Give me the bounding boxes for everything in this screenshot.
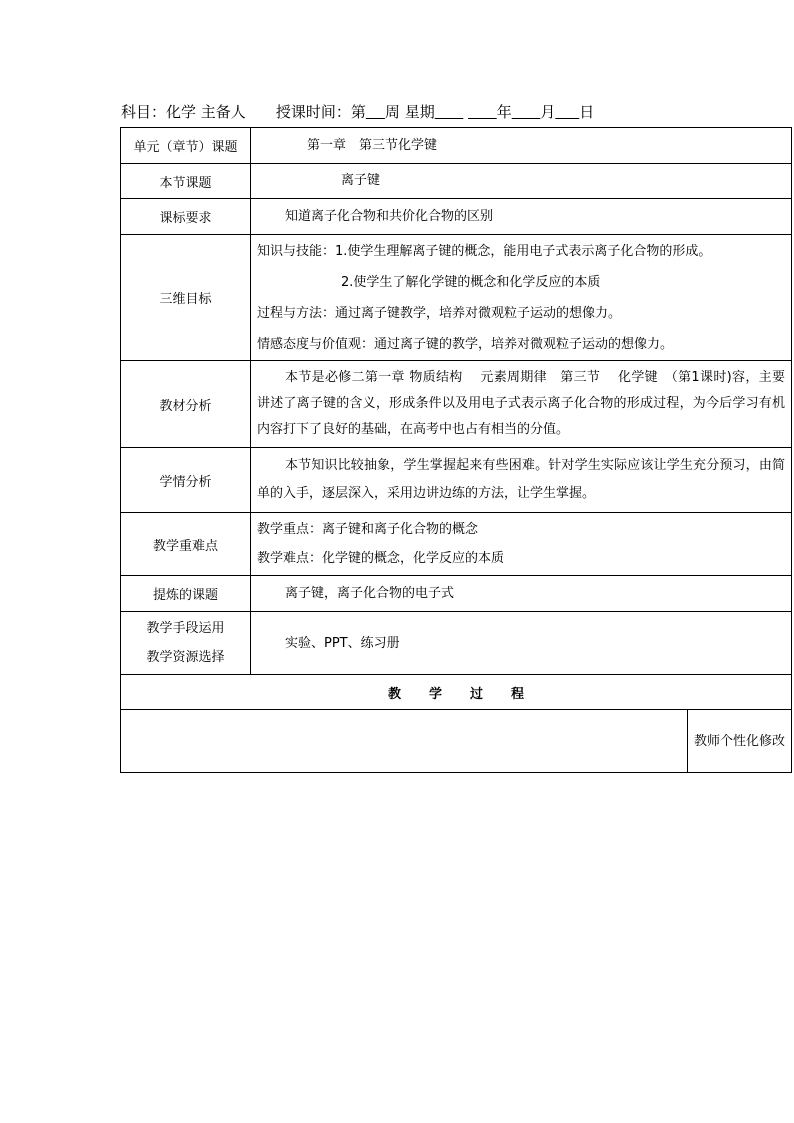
refined-value-cell (251, 576, 792, 612)
row-process-body (121, 710, 792, 773)
means-label-cell (121, 612, 251, 675)
topic-value-cell (251, 164, 792, 199)
row-material (121, 361, 792, 448)
weekday-label: 星期 (404, 103, 435, 121)
day-blank[interactable] (555, 103, 579, 121)
goals-label: 三维目标 (121, 235, 251, 361)
row-students (121, 448, 792, 513)
lesson-plan-table (120, 127, 792, 773)
goal-knowledge-2: 2.使学生了解化学键的概念和化学反应的本质 (341, 274, 601, 290)
topic-value: 离子键 (341, 173, 381, 188)
material-value-cell (251, 361, 792, 448)
key-point: 教学重点：离子键和离子化合物的概念 (257, 522, 479, 537)
keypoints-value-cell (251, 513, 792, 576)
goal-process: 过程与方法：通过离子键教学，培养对微观粒子运动的想像力。 (257, 305, 622, 321)
material-label: 教材分析 (121, 361, 251, 448)
year-unit: 年 (496, 103, 512, 121)
process-char-4: 程 (511, 686, 525, 702)
students-value-cell (251, 448, 792, 513)
keypoints-label: 教学重难点 (121, 513, 251, 576)
material-text: 本节是必修二第一章 物质结构 元素周期律 第三节 化学键 （第1课时)容，主要讲述了离子键的含义，形成条件以及用电子式表示离子化合物的形成过程，为今后学习有机内容打下了良好的基础，在高考中也占有相当的分值。 (257, 370, 786, 437)
teacher-modify-cell (688, 710, 792, 773)
teaching-time-label: 授课时间：第 (275, 103, 366, 121)
month-unit: 月 (540, 103, 556, 121)
process-char-2: 学 (428, 686, 442, 702)
unit-value: 第一章 第三节化学键 (307, 138, 438, 153)
subject-label: 科目：化学 (121, 103, 197, 121)
difficult-point: 教学难点：化学键的概念，化学反应的本质 (257, 551, 505, 566)
row-process-title (121, 675, 792, 710)
standard-value: 知道离子化合物和共价化合物的区别 (285, 209, 494, 224)
standard-value-cell (251, 199, 792, 235)
lesson-plan-header (121, 101, 594, 122)
goal-emotion: 情感态度与价值观：通过离子键的教学，培养对微观粒子运动的想像力。 (257, 336, 674, 352)
month-blank[interactable] (512, 103, 541, 121)
means-value-cell (251, 612, 792, 675)
process-title (121, 675, 792, 710)
preparer-label: 主备人 (200, 103, 246, 121)
weekday-blank[interactable] (435, 103, 464, 121)
unit-value-cell (251, 128, 792, 164)
standard-label: 课标要求 (121, 199, 251, 235)
row-standard (121, 199, 792, 235)
goal-knowledge-1: 知识与技能：1.使学生理解离子键的概念，能用电子式表示离子化合物的形成。 (257, 243, 712, 259)
teacher-modify-label: 教师个性化修改 (694, 733, 786, 749)
week-unit: 周 (384, 103, 400, 121)
students-text: 本节知识比较抽象，学生掌握起来有些困难。针对学生实际应该让学生充分预习，由简单的入手，逐层深入，采用边讲边练的方法，让学生掌握。 (257, 458, 786, 501)
means-value: 实验、PPT、练习册 (285, 635, 400, 651)
process-content-area[interactable] (121, 710, 688, 773)
refined-value: 离子键，离子化合物的电子式 (285, 586, 455, 601)
row-refined (121, 576, 792, 612)
row-keypoints (121, 513, 792, 576)
row-means (121, 612, 792, 675)
row-unit (121, 128, 792, 164)
process-char-1: 教 (387, 686, 401, 702)
resources-label: 教学资源选择 (146, 650, 225, 665)
goals-value-cell (251, 235, 792, 361)
unit-label: 单元（章节）课题 (121, 128, 251, 164)
students-label: 学情分析 (121, 448, 251, 513)
row-goals (121, 235, 792, 361)
year-blank[interactable] (468, 103, 497, 121)
day-unit: 日 (579, 103, 595, 121)
row-topic (121, 164, 792, 199)
refined-label: 提炼的课题 (121, 576, 251, 612)
topic-label: 本节课题 (121, 164, 251, 199)
means-label: 教学手段运用 (146, 621, 225, 636)
week-blank[interactable] (366, 103, 385, 121)
process-char-3: 过 (470, 686, 484, 702)
